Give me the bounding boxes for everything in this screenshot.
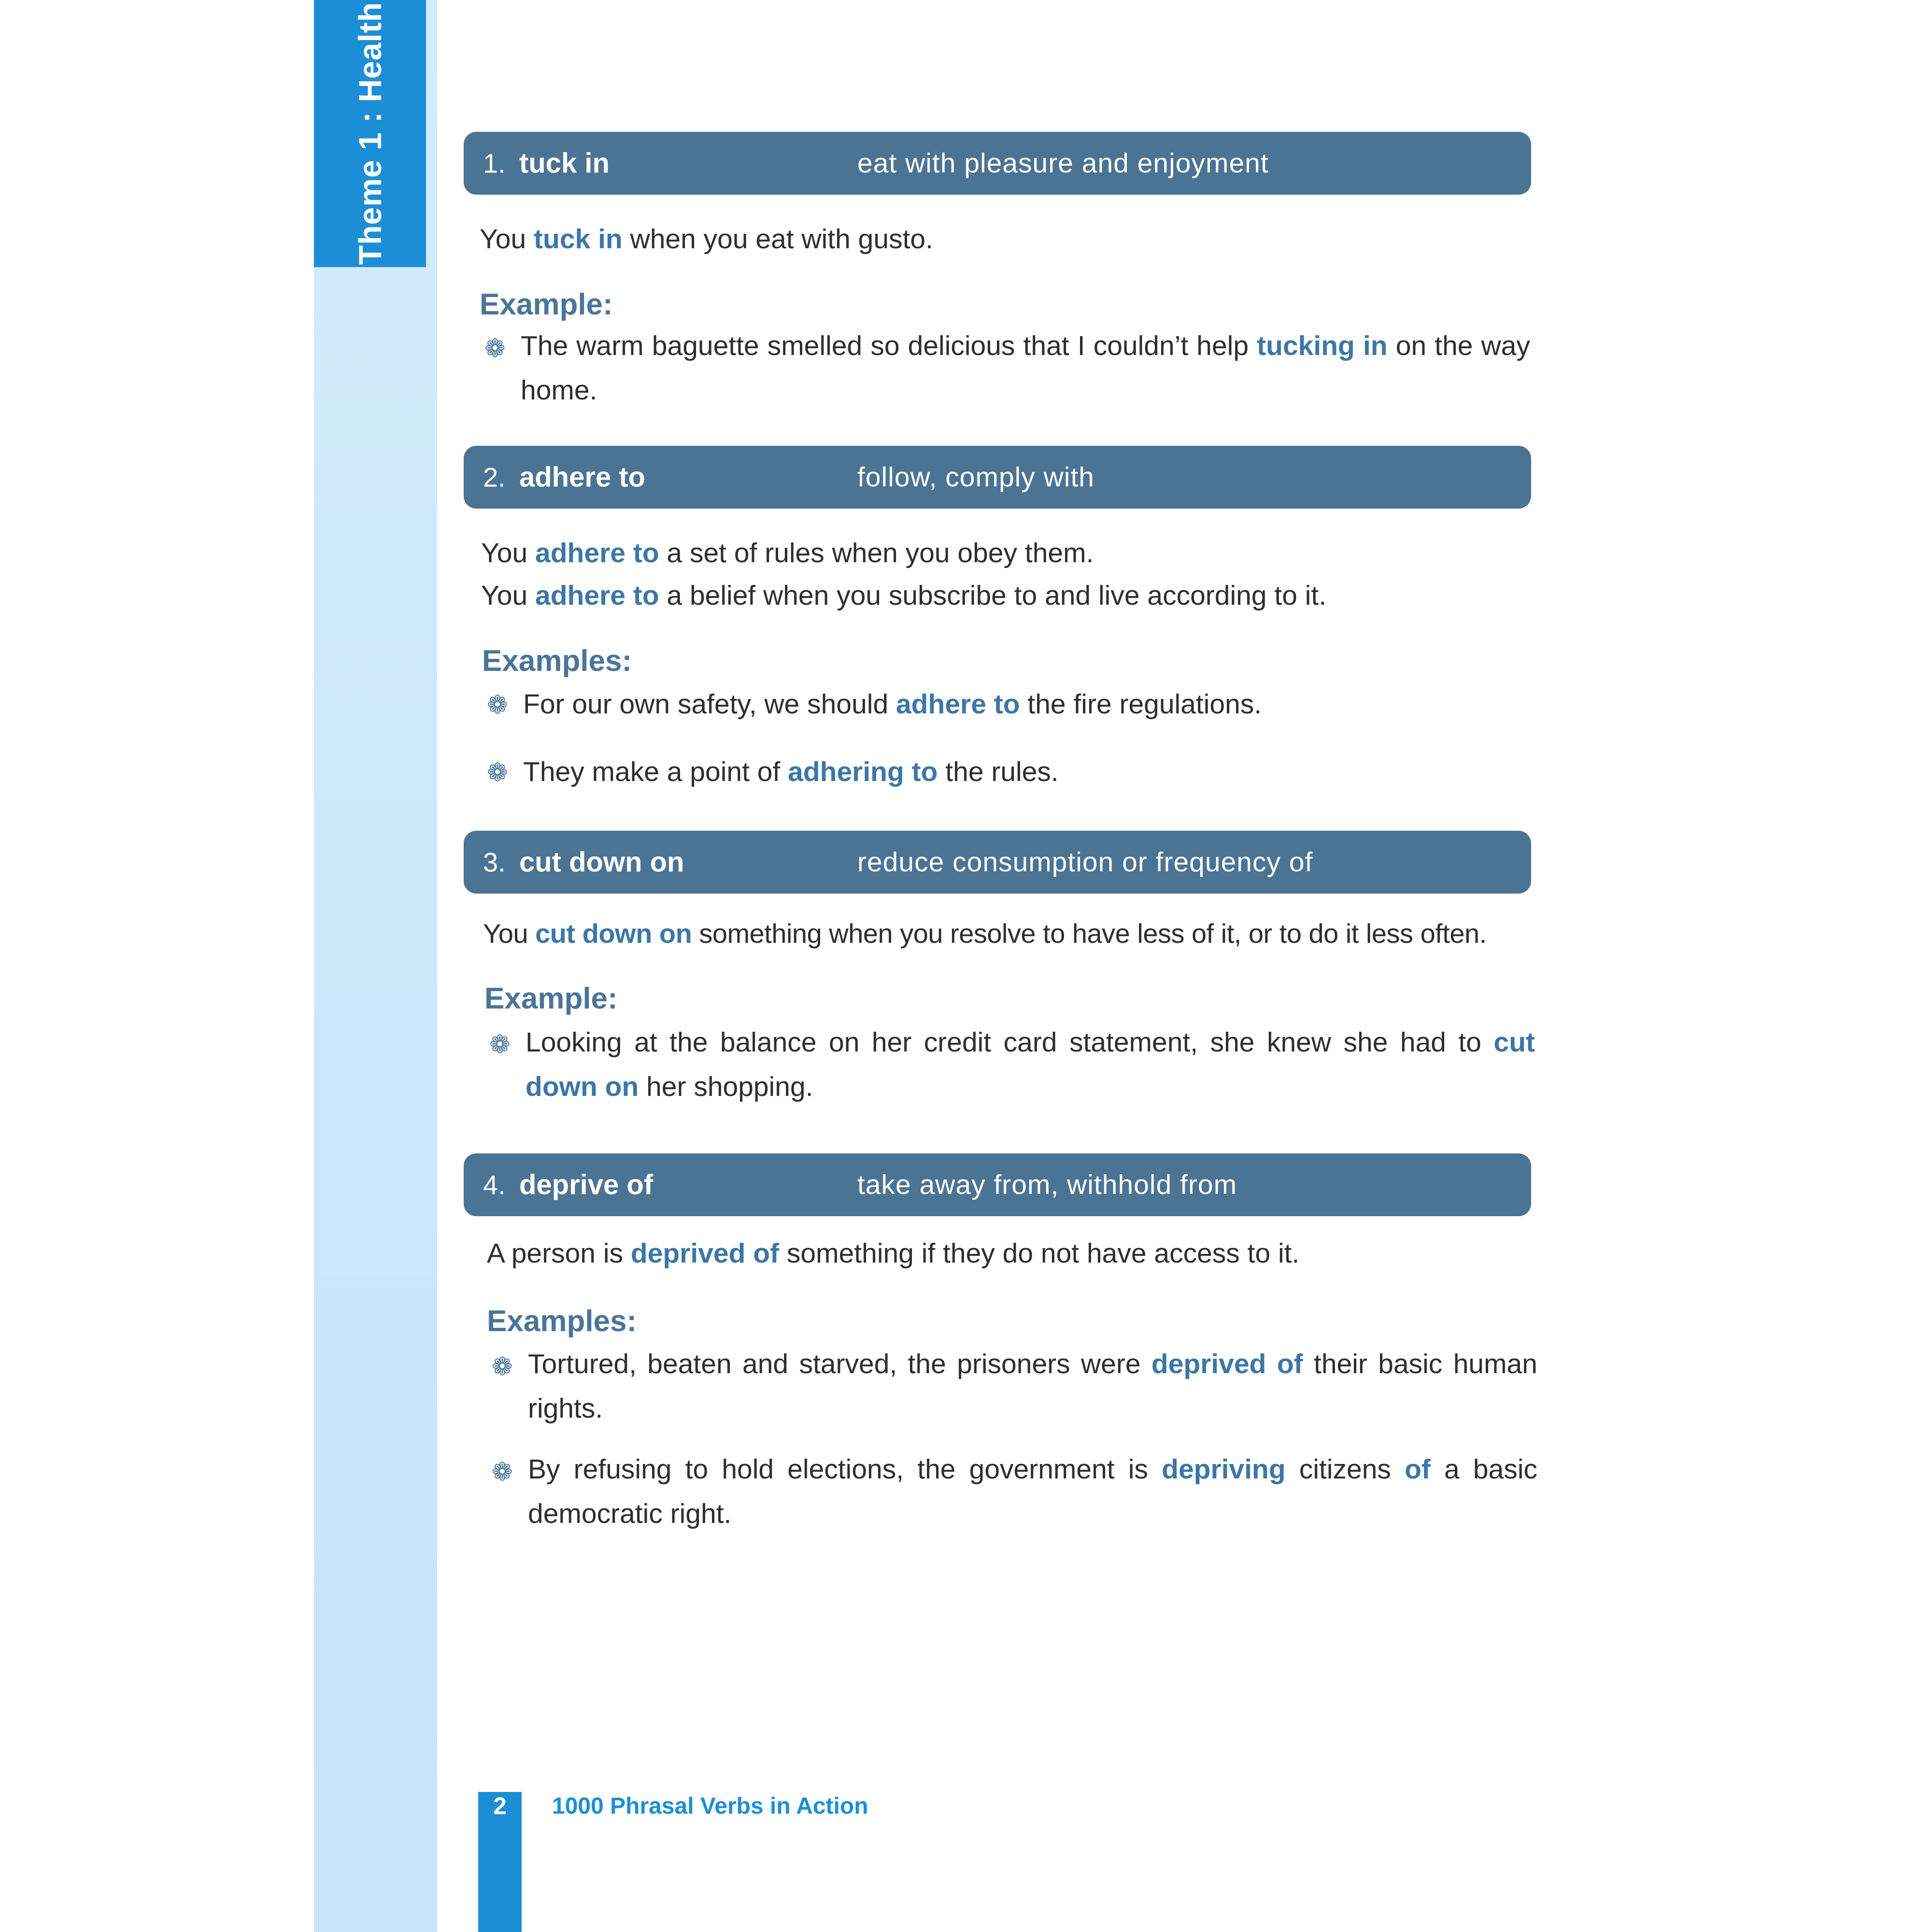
example-sentence: By refusing to hold elections, the government is depriving citizens of a basic democratic right. [528, 1454, 1537, 1529]
flower-bullet-icon: ❁ [489, 1031, 511, 1059]
explanation-line: You adhere to a belief when you subscribe to and live according to it. [481, 580, 1327, 611]
entry-header-1 [464, 132, 1531, 195]
flower-bullet-icon: ❁ [492, 1458, 513, 1486]
explanation-line: A person is deprived of something if they do not have access to it. [487, 1238, 1300, 1269]
entry-number: 3. [483, 847, 506, 878]
flower-bullet-icon: ❁ [484, 335, 506, 363]
flower-bullet-icon: ❁ [492, 1353, 513, 1381]
entry-header-2 [464, 446, 1531, 509]
entry-definition: take away from, withhold from [857, 1169, 1237, 1200]
examples-label: Examples: [487, 1305, 637, 1338]
example-sentence: Tortured, beaten and starved, the prisoners were deprived of their basic human rights. [528, 1349, 1537, 1424]
explanation-line: You cut down on something when you resolve to have less of it, or to do it less often. [483, 918, 1487, 949]
entry-number: 1. [483, 148, 506, 179]
entry-verb: tuck in [519, 147, 610, 179]
entry-verb: cut down on [519, 846, 684, 878]
example-sentence: The warm baguette smelled so delicious that I couldn’t help tucking in on the way home. [521, 330, 1530, 406]
example-sentence: Looking at the balance on her credit card statement, she knew she had to cut down on her shopping. [526, 1027, 1535, 1102]
entry-definition: eat with pleasure and enjoyment [857, 148, 1269, 179]
explanation-line: You adhere to a set of rules when you obey them. [481, 538, 1094, 568]
examples-label: Example: [480, 288, 613, 321]
book-title: 1000 Phrasal Verbs in Action [552, 1793, 868, 1819]
entry-definition: follow, comply with [857, 462, 1095, 493]
examples-label: Examples: [482, 644, 632, 678]
entry-definition: reduce consumption or frequency of [857, 847, 1313, 878]
entry-number: 2. [483, 462, 506, 493]
flower-bullet-icon: ❁ [487, 759, 508, 787]
page-number: 2 [493, 1792, 507, 1819]
entry-header-4 [464, 1153, 1531, 1216]
theme-tab-label: Theme 1 : Health [352, 1, 388, 265]
example-sentence: For our own safety, we should adhere to the fire regulations. [523, 689, 1262, 720]
flower-bullet-icon: ❁ [487, 691, 508, 719]
entry-header-3 [464, 831, 1531, 894]
side-strip [314, 0, 437, 1932]
entry-verb: adhere to [519, 461, 646, 493]
entry-number: 4. [483, 1169, 506, 1200]
entry-verb: deprive of [519, 1169, 653, 1201]
example-sentence: They make a point of adhering to the rules. [523, 756, 1059, 787]
examples-label: Example: [484, 982, 618, 1015]
explanation-line: You tuck in when you eat with gusto. [480, 224, 933, 255]
